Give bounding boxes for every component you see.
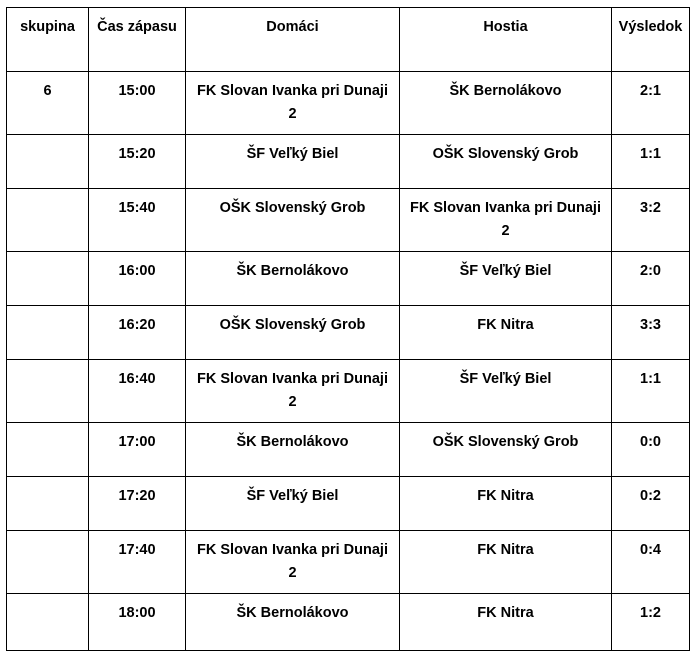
match-schedule-table xyxy=(6,7,690,651)
away-team-cell: FK Slovan Ivanka pri Dunaji 2 xyxy=(400,189,612,252)
away-team-cell: FK Nitra xyxy=(400,477,612,531)
time-cell: 16:20 xyxy=(89,306,186,360)
result-cell: 1:2 xyxy=(612,594,690,651)
home-team-cell: ŠK Bernolákovo xyxy=(186,252,400,306)
group-cell xyxy=(7,189,89,252)
away-team-cell: OŠK Slovenský Grob xyxy=(400,423,612,477)
home-team-cell: ŠK Bernolákovo xyxy=(186,423,400,477)
group-cell xyxy=(7,252,89,306)
result-cell: 2:0 xyxy=(612,252,690,306)
table-row xyxy=(7,477,690,531)
header-row xyxy=(7,8,690,72)
result-cell: 0:0 xyxy=(612,423,690,477)
time-cell: 17:40 xyxy=(89,531,186,594)
table-row xyxy=(7,189,690,252)
result-cell: 1:1 xyxy=(612,135,690,189)
table-row xyxy=(7,135,690,189)
away-team-cell: FK Nitra xyxy=(400,594,612,651)
result-cell: 2:1 xyxy=(612,72,690,135)
time-cell: 18:00 xyxy=(89,594,186,651)
result-cell: 1:1 xyxy=(612,360,690,423)
table-row xyxy=(7,360,690,423)
table-row xyxy=(7,72,690,135)
home-team-cell: FK Slovan Ivanka pri Dunaji 2 xyxy=(186,360,400,423)
time-cell: 15:20 xyxy=(89,135,186,189)
time-cell: 17:20 xyxy=(89,477,186,531)
home-team-cell: ŠF Veľký Biel xyxy=(186,135,400,189)
group-cell xyxy=(7,135,89,189)
home-team-cell: OŠK Slovenský Grob xyxy=(186,306,400,360)
time-cell: 16:00 xyxy=(89,252,186,306)
header-group: skupina xyxy=(7,8,89,72)
table-row xyxy=(7,306,690,360)
time-cell: 15:00 xyxy=(89,72,186,135)
home-team-cell: FK Slovan Ivanka pri Dunaji 2 xyxy=(186,531,400,594)
header-home: Domáci xyxy=(186,8,400,72)
home-team-cell: ŠK Bernolákovo xyxy=(186,594,400,651)
table-row xyxy=(7,252,690,306)
away-team-cell: ŠK Bernolákovo xyxy=(400,72,612,135)
time-cell: 15:40 xyxy=(89,189,186,252)
header-time: Čas zápasu xyxy=(89,8,186,72)
table-row xyxy=(7,594,690,651)
header-away: Hostia xyxy=(400,8,612,72)
away-team-cell: ŠF Veľký Biel xyxy=(400,360,612,423)
group-cell xyxy=(7,306,89,360)
table-row xyxy=(7,423,690,477)
group-cell xyxy=(7,531,89,594)
result-cell: 3:2 xyxy=(612,189,690,252)
home-team-cell: OŠK Slovenský Grob xyxy=(186,189,400,252)
group-cell: 6 xyxy=(7,72,89,135)
away-team-cell: ŠF Veľký Biel xyxy=(400,252,612,306)
home-team-cell: ŠF Veľký Biel xyxy=(186,477,400,531)
away-team-cell: FK Nitra xyxy=(400,531,612,594)
away-team-cell: OŠK Slovenský Grob xyxy=(400,135,612,189)
home-team-cell: FK Slovan Ivanka pri Dunaji 2 xyxy=(186,72,400,135)
result-cell: 0:2 xyxy=(612,477,690,531)
group-cell xyxy=(7,477,89,531)
result-cell: 0:4 xyxy=(612,531,690,594)
result-cell: 3:3 xyxy=(612,306,690,360)
away-team-cell: FK Nitra xyxy=(400,306,612,360)
group-cell xyxy=(7,360,89,423)
header-result: Výsledok xyxy=(612,8,690,72)
time-cell: 17:00 xyxy=(89,423,186,477)
time-cell: 16:40 xyxy=(89,360,186,423)
group-cell xyxy=(7,594,89,651)
table-row xyxy=(7,531,690,594)
group-cell xyxy=(7,423,89,477)
